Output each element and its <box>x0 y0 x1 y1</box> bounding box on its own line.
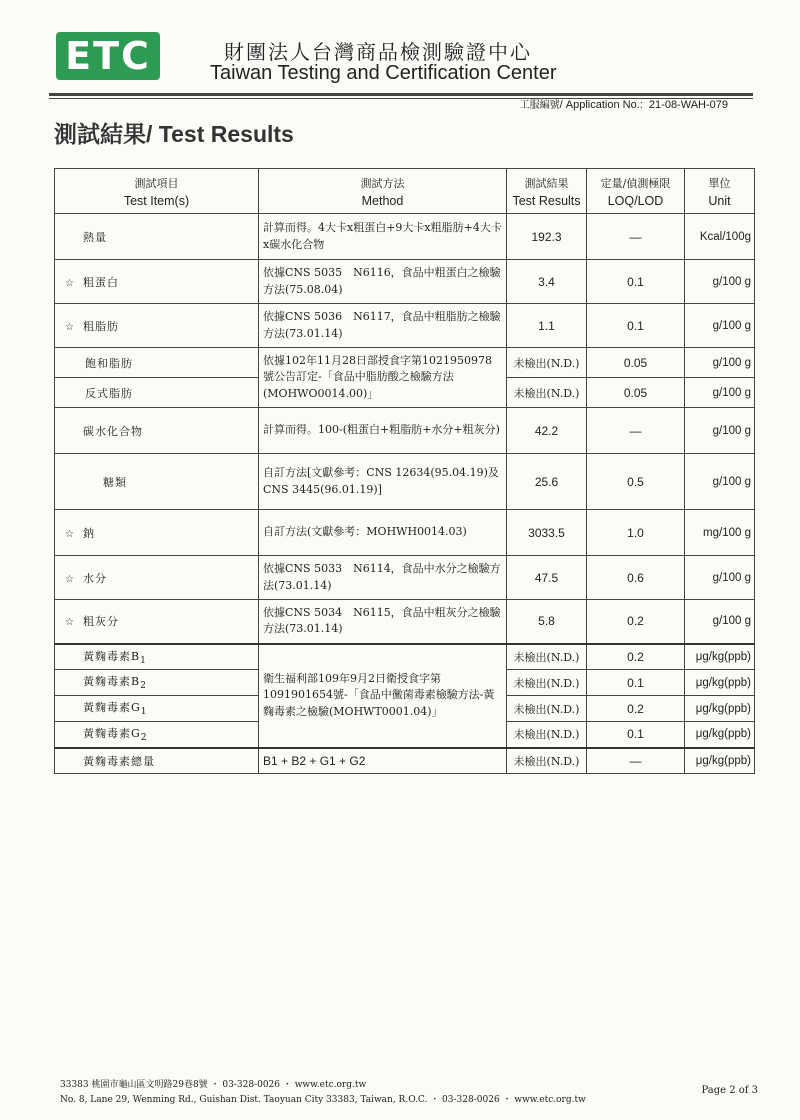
result-cell: 未檢出(N.D.) <box>507 378 587 408</box>
unit-cell: g/100 g <box>685 348 755 378</box>
item-cell: 熱量 <box>55 214 259 260</box>
application-no-value: 21-08-WAH-079 <box>648 99 728 111</box>
col-header-item: 測試項目 Test Item(s) <box>55 169 259 214</box>
loq-cell: 1.0 <box>587 510 685 556</box>
col-header-unit: 單位 Unit <box>685 169 755 214</box>
item-cell: ☆ 粗蛋白 <box>55 260 259 304</box>
table-row <box>55 510 755 556</box>
unit-cell: g/100 g <box>685 600 755 644</box>
unit-cell: g/100 g <box>685 260 755 304</box>
item-cell: ☆ 鈉 <box>55 510 259 556</box>
item-cell: 反式脂肪 <box>55 378 259 408</box>
table-row <box>55 348 755 378</box>
logo-text: ETC <box>65 34 151 78</box>
results-table <box>54 168 755 774</box>
application-number <box>520 96 728 111</box>
loq-cell: 0.1 <box>587 260 685 304</box>
loq-cell: — <box>587 408 685 454</box>
loq-cell: 0.2 <box>587 644 685 670</box>
table-row <box>55 408 755 454</box>
title-zh: 測試結果 <box>54 121 146 148</box>
footer-address-zh: 33383 桃園市龜山區文明路29巷8號 ・ 03-328-0026 ・ www.etc.org.tw <box>60 1080 367 1090</box>
unit-cell: μg/kg(ppb) <box>685 722 755 748</box>
unit-cell: g/100 g <box>685 304 755 348</box>
method-cell: 計算而得。100-(粗蛋白+粗脂肪+水分+粗灰分) <box>259 408 507 454</box>
loq-cell: 0.1 <box>587 722 685 748</box>
item-cell: 飽和脂肪 <box>55 348 259 378</box>
result-cell: 42.2 <box>507 408 587 454</box>
unit-cell: g/100 g <box>685 408 755 454</box>
loq-cell: 0.1 <box>587 304 685 348</box>
org-name-en: Taiwan Testing and Certification Center <box>210 62 557 84</box>
result-cell: 47.5 <box>507 556 587 600</box>
loq-cell: 0.1 <box>587 670 685 696</box>
col-header-method: 測試方法 Method <box>259 169 507 214</box>
item-cell: ☆ 粗脂肪 <box>55 304 259 348</box>
item-cell: 黃麴毒素$G_2$ <box>55 722 259 748</box>
method-cell: 計算而得。4大卡x粗蛋白+9大卡x粗脂肪+4大卡x碳水化合物 <box>259 214 507 260</box>
method-cell: 衛生福利部109年9月2日衛授食字第1091901654號-「食品中黴菌毒素檢驗方法-黃麴毒素之檢驗(MOHWT0001.04)」 <box>259 644 507 748</box>
item-cell: 黃麴毒素$B_1$ <box>55 644 259 670</box>
method-cell: 依據CNS 5034 N6115，食品中粗灰分之檢驗方法(73.01.14) <box>259 600 507 644</box>
item-cell: 糖類 <box>55 454 259 510</box>
method-cell: 自訂方法(文獻參考：MOHWH0014.03) <box>259 510 507 556</box>
result-cell: 25.6 <box>507 454 587 510</box>
method-cell: 依據CNS 5036 N6117，食品中粗脂肪之檢驗方法(73.01.14) <box>259 304 507 348</box>
loq-cell: 0.6 <box>587 556 685 600</box>
method-cell: B1 + B2 + G1 + G2 <box>259 748 507 774</box>
unit-cell: g/100 g <box>685 454 755 510</box>
item-cell: 黃麴毒素總量 <box>55 748 259 774</box>
unit-cell: μg/kg(ppb) <box>685 748 755 774</box>
application-label-en: / Application No.: <box>559 99 643 111</box>
application-label-zh: 工服編號 <box>519 100 560 111</box>
unit-cell: mg/100 g <box>685 510 755 556</box>
unit-cell: μg/kg(ppb) <box>685 670 755 696</box>
loq-cell: 0.2 <box>587 696 685 722</box>
result-cell: 5.8 <box>507 600 587 644</box>
unit-cell: g/100 g <box>685 378 755 408</box>
unit-cell: μg/kg(ppb) <box>685 644 755 670</box>
loq-cell: 0.5 <box>587 454 685 510</box>
item-cell: ☆ 粗灰分 <box>55 600 259 644</box>
item-cell: ☆ 水分 <box>55 556 259 600</box>
page-number: Page 2 of 3 <box>701 1085 758 1096</box>
loq-cell: 0.05 <box>587 378 685 408</box>
result-cell: 未檢出(N.D.) <box>507 348 587 378</box>
etc-logo <box>56 32 160 80</box>
method-cell: 依據CNS 5033 N6114，食品中水分之檢驗方法(73.01.14) <box>259 556 507 600</box>
table-row <box>55 556 755 600</box>
result-cell: 未檢出(N.D.) <box>507 670 587 696</box>
unit-cell: μg/kg(ppb) <box>685 696 755 722</box>
item-cell: 碳水化合物 <box>55 408 259 454</box>
result-cell: 未檢出(N.D.) <box>507 722 587 748</box>
loq-cell: 0.2 <box>587 600 685 644</box>
loq-cell: 0.05 <box>587 348 685 378</box>
table-row <box>55 260 755 304</box>
result-cell: 未檢出(N.D.) <box>507 644 587 670</box>
item-cell: 黃麴毒素$B_2$ <box>55 670 259 696</box>
footer-address-en: No. 8, Lane 29, Wenming Rd., Guishan Dist. Taoyuan City 33383, Taiwan, R.O.C. ・ 03-328-0026 ・ www.etc.org.tw <box>60 1095 586 1105</box>
title-en: / Test Results <box>146 121 294 147</box>
col-header-loq: 定量/偵測極限 LOQ/LOD <box>587 169 685 214</box>
method-cell: 依據CNS 5035 N6116，食品中粗蛋白之檢驗方法(75.08.04) <box>259 260 507 304</box>
unit-cell: g/100 g <box>685 556 755 600</box>
table-header-row <box>55 169 755 214</box>
table-row <box>55 748 755 774</box>
unit-cell: Kcal/100g <box>685 214 755 260</box>
table-row <box>55 600 755 644</box>
result-cell: 1.1 <box>507 304 587 348</box>
item-cell: 黃麴毒素$G_1$ <box>55 696 259 722</box>
method-cell: 依據102年11月28日部授食字第1021950978 號公告訂定-「食品中脂肪酸之檢驗方法(MOHWO0014.00)」 <box>259 348 507 408</box>
loq-cell: — <box>587 214 685 260</box>
page-title <box>54 116 294 149</box>
result-cell: 未檢出(N.D.) <box>507 748 587 774</box>
table-row <box>55 304 755 348</box>
org-name-zh: 財團法人台灣商品檢測驗證中心 <box>224 40 532 64</box>
method-cell: 自訂方法[文獻參考：CNS 12634(95.04.19)及CNS 3445(96.01.19)] <box>259 454 507 510</box>
table-row <box>55 214 755 260</box>
table-row <box>55 454 755 510</box>
result-cell: 未檢出(N.D.) <box>507 696 587 722</box>
result-cell: 3.4 <box>507 260 587 304</box>
col-header-result: 測試結果 Test Results <box>507 169 587 214</box>
loq-cell: — <box>587 748 685 774</box>
table-row <box>55 644 755 670</box>
result-cell: 3033.5 <box>507 510 587 556</box>
result-cell: 192.3 <box>507 214 587 260</box>
